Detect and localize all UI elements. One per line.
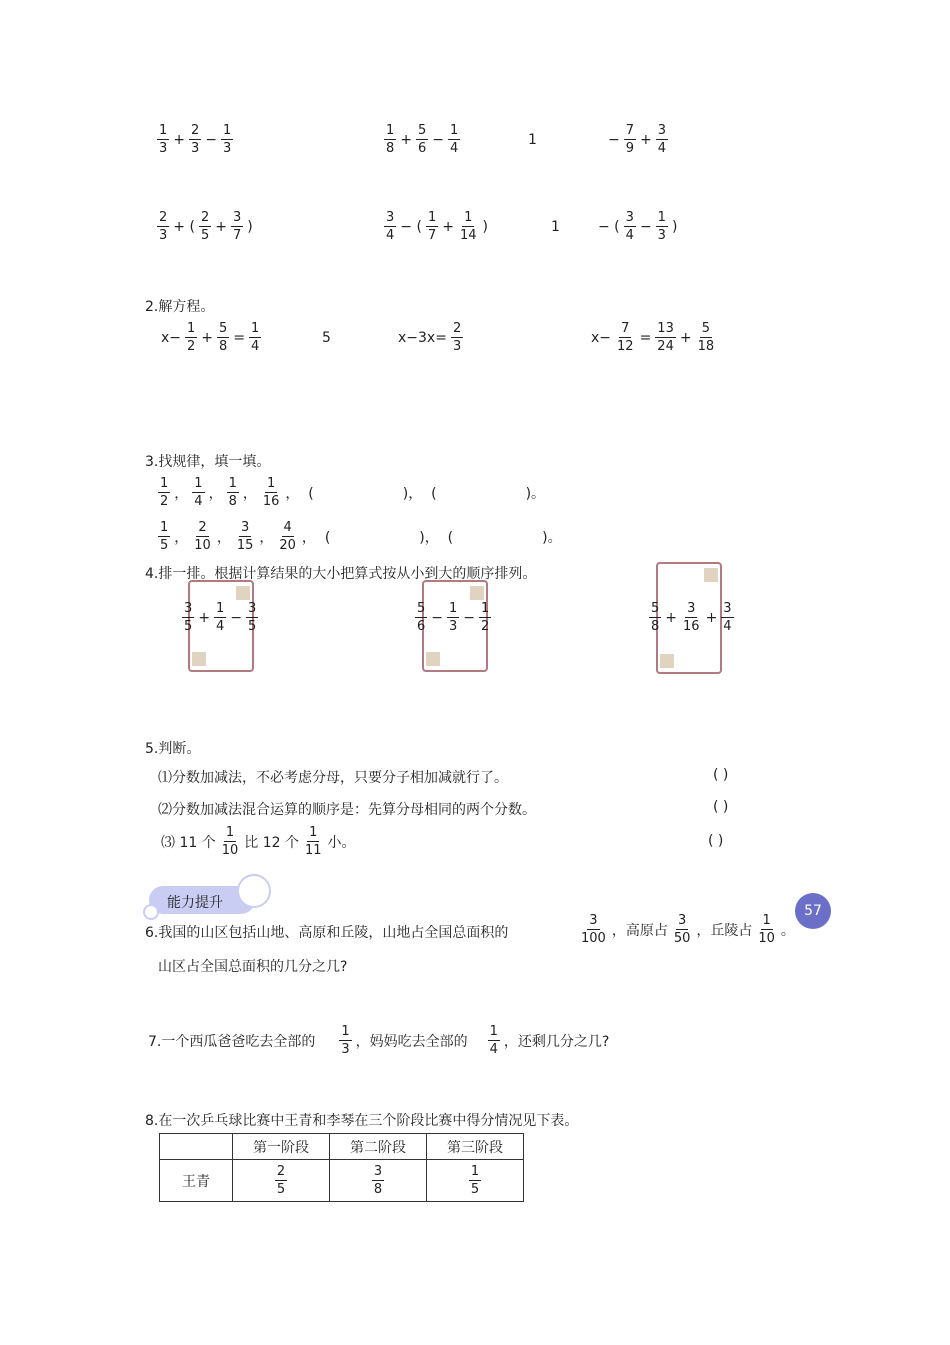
numerator: 1 bbox=[309, 825, 318, 840]
fraction bbox=[303, 824, 324, 859]
q4-expression-c bbox=[648, 600, 735, 635]
fraction bbox=[624, 122, 636, 157]
table-cell bbox=[330, 1160, 427, 1202]
numerator: 3 bbox=[589, 913, 598, 928]
numerator: 1 bbox=[489, 1024, 498, 1039]
denominator: 7 bbox=[427, 228, 437, 243]
q5-item-1: ⑴分数加减法，不必考虑分母，只要分子相加减就行了。 bbox=[158, 770, 508, 786]
cell-denominator: 8 bbox=[373, 1182, 383, 1197]
operator: + bbox=[665, 609, 678, 626]
denominator: 50 bbox=[673, 931, 691, 946]
operator: − bbox=[230, 609, 243, 626]
fraction bbox=[249, 320, 261, 355]
denominator: 18 bbox=[697, 339, 715, 354]
operator: ) bbox=[247, 218, 253, 235]
denominator: 10 bbox=[194, 538, 211, 553]
operator: x− bbox=[161, 329, 182, 346]
fraction bbox=[656, 122, 668, 157]
denominator: 5 bbox=[184, 619, 193, 634]
q5-answer-2[interactable]: ( ) bbox=[713, 799, 729, 815]
numerator: 7 bbox=[621, 321, 630, 336]
numerator: 3 bbox=[232, 210, 242, 225]
denominator: 8 bbox=[651, 619, 660, 634]
denominator: 3 bbox=[191, 141, 200, 156]
q1-row1-expr-b bbox=[383, 122, 461, 157]
denominator: 4 bbox=[450, 141, 459, 156]
fraction bbox=[756, 912, 777, 947]
numerator: 1 bbox=[216, 601, 225, 616]
cell-numerator: 3 bbox=[373, 1164, 383, 1179]
denominator: 3 bbox=[657, 228, 666, 243]
numerator: 3 bbox=[687, 601, 696, 616]
fraction bbox=[182, 600, 194, 635]
operator: ) bbox=[671, 218, 678, 235]
numerator: 1 bbox=[228, 476, 237, 491]
fraction bbox=[158, 519, 170, 554]
numerator: 3 bbox=[657, 123, 667, 138]
fraction bbox=[217, 320, 229, 355]
badge-bubble-small bbox=[143, 904, 159, 920]
score-table bbox=[159, 1133, 524, 1202]
operator: ，丘陵占 bbox=[696, 922, 753, 939]
fraction bbox=[624, 209, 636, 244]
denominator: 4 bbox=[723, 619, 732, 634]
operator: − bbox=[432, 131, 445, 148]
operator: ， bbox=[259, 529, 274, 546]
q3-sequence-1 bbox=[157, 475, 548, 510]
numerator: 1 bbox=[160, 476, 169, 491]
numerator: 1 bbox=[225, 825, 235, 840]
q1-row2-expr-a bbox=[156, 209, 256, 244]
denominator: 12 bbox=[617, 339, 634, 354]
operator: = bbox=[233, 329, 246, 346]
operator: ， ( )， ( )。 bbox=[285, 485, 546, 502]
denominator: 3 bbox=[159, 141, 168, 156]
fraction bbox=[339, 1023, 351, 1058]
fraction bbox=[649, 600, 661, 635]
numerator: 2 bbox=[452, 321, 462, 336]
denominator: 8 bbox=[228, 494, 237, 509]
fraction bbox=[157, 209, 169, 244]
operator: + bbox=[400, 131, 413, 148]
denominator: 3 bbox=[341, 1042, 350, 1057]
ability-section-badge bbox=[145, 880, 265, 916]
cell-numerator: 2 bbox=[276, 1164, 286, 1179]
numerator: 3 bbox=[248, 601, 257, 616]
denominator: 100 bbox=[581, 931, 606, 946]
q5-item-2: ⑵分数加减法混合运算的顺序是：先算分母相同的两个分数。 bbox=[158, 802, 536, 818]
table-header: 第一阶段 bbox=[233, 1134, 330, 1160]
operator: + bbox=[705, 609, 718, 626]
numerator: 2 bbox=[200, 210, 210, 225]
numerator: 1 bbox=[657, 210, 666, 225]
denominator: 8 bbox=[219, 339, 228, 354]
operator: − bbox=[205, 131, 218, 148]
numerator: 1 bbox=[194, 476, 203, 491]
fraction bbox=[192, 519, 213, 554]
operator: − bbox=[463, 609, 476, 626]
table-header: 第三阶段 bbox=[427, 1134, 524, 1160]
operator: ⑶ 11 个 bbox=[161, 834, 216, 851]
denominator: 16 bbox=[683, 619, 700, 634]
operator: + bbox=[201, 329, 214, 346]
denominator: 2 bbox=[160, 494, 169, 509]
operator: ) bbox=[482, 218, 488, 235]
fraction bbox=[227, 475, 239, 510]
operator: 7.一个西瓜爸爸吃去全部的 bbox=[148, 1033, 316, 1050]
numerator: 1 bbox=[464, 210, 473, 225]
numerator: 5 bbox=[219, 321, 228, 336]
operator: − bbox=[608, 131, 620, 148]
operator: + bbox=[173, 131, 186, 148]
denominator: 4 bbox=[251, 339, 260, 354]
q1-row2-const: 1 bbox=[551, 219, 560, 235]
q2-const: 5 bbox=[322, 330, 331, 346]
fraction bbox=[158, 475, 170, 510]
numerator: 3 bbox=[677, 913, 687, 928]
q1-row2-expr-b bbox=[383, 209, 491, 244]
denominator: 10 bbox=[221, 843, 239, 858]
numerator: 13 bbox=[657, 321, 674, 336]
cell-numerator: 1 bbox=[470, 1164, 480, 1179]
fraction bbox=[185, 320, 197, 355]
q3-sequence-2 bbox=[157, 519, 565, 554]
fraction bbox=[192, 475, 204, 510]
operator: 。 bbox=[780, 922, 795, 939]
operator: ， bbox=[174, 529, 189, 546]
operator: ， bbox=[216, 529, 231, 546]
numerator: 1 bbox=[427, 210, 437, 225]
fraction bbox=[246, 600, 258, 635]
fraction bbox=[416, 122, 428, 157]
numerator: 1 bbox=[481, 601, 490, 616]
q5-answer-1[interactable]: ( ) bbox=[713, 767, 729, 783]
numerator: 3 bbox=[386, 210, 395, 225]
operator: + bbox=[198, 609, 211, 626]
denominator: 10 bbox=[758, 931, 775, 946]
q8-heading: 8.在一次乒乓球比赛中王青和李琴在三个阶段比赛中得分情况见下表。 bbox=[145, 1113, 579, 1129]
fraction bbox=[235, 519, 256, 554]
operator: ，还剩几分之几? bbox=[503, 1033, 610, 1050]
q4-heading: 4.排一排。根据计算结果的大小把算式按从小到大的顺序排列。 bbox=[145, 566, 537, 582]
operator: 小。 bbox=[327, 834, 356, 851]
q4-expression-a bbox=[181, 600, 259, 635]
denominator: 4 bbox=[657, 141, 667, 156]
badge-label: 能力提升 bbox=[167, 895, 223, 911]
operator: − bbox=[639, 218, 652, 235]
numerator: 3 bbox=[625, 210, 634, 225]
q2-equation-c bbox=[588, 320, 717, 355]
numerator: 1 bbox=[159, 123, 168, 138]
numerator: 1 bbox=[341, 1024, 350, 1039]
operator: ， bbox=[208, 485, 223, 502]
fraction bbox=[261, 475, 282, 510]
operator: − ( bbox=[598, 218, 620, 235]
operator: ，妈妈吃去全部的 bbox=[355, 1033, 468, 1050]
table-row-label: 王青 bbox=[160, 1160, 233, 1202]
badge-bubble-large bbox=[237, 874, 271, 908]
numerator: 5 bbox=[651, 601, 660, 616]
fraction bbox=[415, 600, 427, 635]
numerator: 2 bbox=[159, 210, 168, 225]
fraction bbox=[458, 209, 479, 244]
denominator: 5 bbox=[248, 619, 257, 634]
fraction bbox=[157, 122, 169, 157]
fraction bbox=[672, 912, 693, 947]
numerator: 1 bbox=[251, 321, 260, 336]
cell-denominator: 5 bbox=[470, 1182, 480, 1197]
denominator: 24 bbox=[657, 339, 674, 354]
operator: + bbox=[215, 218, 227, 235]
numerator: 1 bbox=[450, 123, 459, 138]
q5-answer-3[interactable]: ( ) bbox=[708, 833, 724, 849]
fraction bbox=[656, 209, 668, 244]
q1-row2-expr-c bbox=[595, 209, 680, 244]
operator: ， bbox=[174, 485, 189, 502]
denominator: 7 bbox=[232, 228, 242, 243]
fraction bbox=[488, 1023, 500, 1058]
denominator: 4 bbox=[216, 619, 225, 634]
fraction bbox=[426, 209, 438, 244]
q2-equation-b bbox=[395, 320, 464, 355]
numerator: 5 bbox=[701, 321, 710, 336]
operator: ， ( )， ( )。 bbox=[301, 529, 562, 546]
fraction bbox=[479, 600, 491, 635]
denominator: 5 bbox=[160, 538, 169, 553]
q4-expression-b bbox=[414, 600, 492, 635]
fraction bbox=[384, 122, 396, 157]
numerator: 1 bbox=[266, 476, 276, 491]
numerator: 1 bbox=[223, 123, 232, 138]
operator: ，高原占 bbox=[611, 922, 668, 939]
operator: ， bbox=[242, 485, 257, 502]
q2-equation-a bbox=[158, 320, 262, 355]
denominator: 14 bbox=[459, 228, 477, 243]
numerator: 2 bbox=[198, 520, 207, 535]
numerator: 1 bbox=[386, 123, 395, 138]
fraction bbox=[696, 320, 717, 355]
denominator: 9 bbox=[625, 141, 635, 156]
table-header: 第二阶段 bbox=[330, 1134, 427, 1160]
fraction bbox=[221, 122, 233, 157]
numerator: 4 bbox=[283, 520, 292, 535]
denominator: 11 bbox=[304, 843, 322, 858]
fraction bbox=[384, 209, 396, 244]
numerator: 3 bbox=[184, 601, 193, 616]
denominator: 4 bbox=[489, 1042, 498, 1057]
operator: = bbox=[639, 329, 652, 346]
operator: + bbox=[442, 218, 454, 235]
fraction bbox=[231, 209, 243, 244]
fraction bbox=[615, 320, 636, 355]
operator: 比 12 个 bbox=[244, 834, 299, 851]
cell-denominator: 5 bbox=[276, 1182, 286, 1197]
numerator: 7 bbox=[625, 123, 635, 138]
q3-heading: 3.找规律，填一填。 bbox=[145, 454, 271, 470]
q1-row1-expr-a bbox=[156, 122, 234, 157]
fraction bbox=[220, 824, 241, 859]
q7-question bbox=[145, 1023, 612, 1058]
operator: + bbox=[679, 329, 692, 346]
numerator: 1 bbox=[160, 520, 169, 535]
table-cell bbox=[427, 1160, 524, 1202]
q5-item-3 bbox=[158, 824, 359, 859]
numerator: 1 bbox=[187, 321, 196, 336]
denominator: 3 bbox=[449, 619, 458, 634]
denominator: 4 bbox=[625, 228, 634, 243]
numerator: 2 bbox=[191, 123, 200, 138]
fraction bbox=[721, 600, 733, 635]
numerator: 1 bbox=[449, 601, 458, 616]
denominator: 16 bbox=[262, 494, 280, 509]
q2-heading: 2.解方程。 bbox=[145, 299, 215, 315]
numerator: 3 bbox=[240, 520, 250, 535]
fraction bbox=[447, 600, 459, 635]
denominator: 8 bbox=[386, 141, 395, 156]
denominator: 4 bbox=[194, 494, 203, 509]
denominator: 4 bbox=[386, 228, 395, 243]
fraction bbox=[214, 600, 226, 635]
operator: x− bbox=[591, 329, 612, 346]
q5-heading: 5.判断。 bbox=[145, 741, 201, 757]
operator: + bbox=[640, 131, 652, 148]
q1-row1-expr-c bbox=[605, 122, 669, 157]
numerator: 1 bbox=[762, 913, 771, 928]
fraction bbox=[189, 122, 201, 157]
denominator: 20 bbox=[279, 538, 296, 553]
q6-line-2: 山区占全国总面积的几分之几? bbox=[158, 959, 348, 975]
denominator: 2 bbox=[481, 619, 490, 634]
fraction bbox=[681, 600, 702, 635]
denominator: 5 bbox=[200, 228, 210, 243]
numerator: 5 bbox=[417, 601, 426, 616]
operator: − ( bbox=[400, 218, 422, 235]
denominator: 15 bbox=[236, 538, 254, 553]
fraction bbox=[451, 320, 463, 355]
fraction bbox=[277, 519, 298, 554]
denominator: 6 bbox=[418, 141, 427, 156]
operator: − bbox=[431, 609, 444, 626]
numerator: 3 bbox=[723, 601, 732, 616]
q6-line-1: 6.我国的山区包括山地、高原和丘陵，山地占全国总面积的 bbox=[145, 925, 509, 941]
fraction bbox=[448, 122, 460, 157]
denominator: 3 bbox=[223, 141, 232, 156]
fraction bbox=[199, 209, 211, 244]
table-cell bbox=[233, 1160, 330, 1202]
denominator: 6 bbox=[417, 619, 426, 634]
denominator: 3 bbox=[159, 228, 168, 243]
operator: x−3x= bbox=[398, 329, 447, 346]
fraction bbox=[579, 912, 608, 947]
operator: + ( bbox=[173, 218, 195, 235]
q6-tail bbox=[578, 912, 798, 947]
table-header-blank bbox=[160, 1134, 233, 1160]
q1-row1-const: 1 bbox=[528, 132, 537, 148]
numerator: 5 bbox=[418, 123, 427, 138]
fraction bbox=[655, 320, 676, 355]
page-number: 57 bbox=[795, 893, 831, 929]
denominator: 2 bbox=[187, 339, 196, 354]
denominator: 3 bbox=[452, 339, 462, 354]
